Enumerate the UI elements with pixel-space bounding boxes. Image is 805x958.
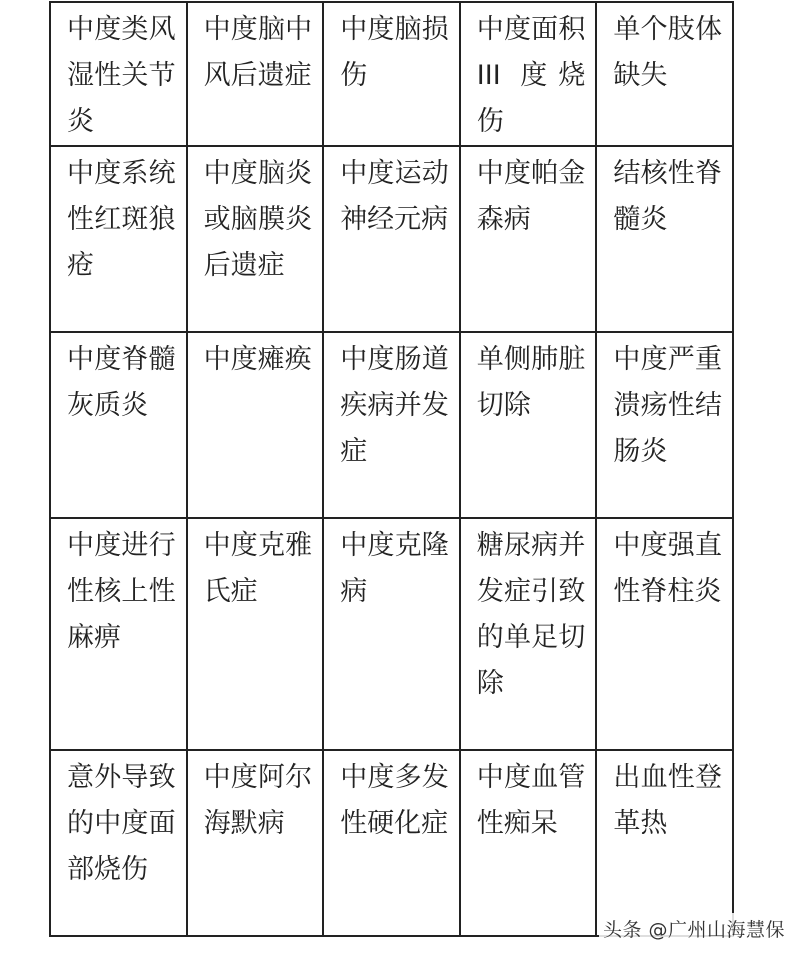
table-cell: 意外导致的中度面部烧伤 <box>50 750 187 936</box>
table-cell: 中度脑炎或脑膜炎后遗症 <box>187 146 324 332</box>
table-row <box>50 2 733 146</box>
table-cell: 中度帕金森病 <box>460 146 597 332</box>
table-cell: 中度面积 III 度烧伤 <box>460 2 597 146</box>
table-cell: 中度强直性脊柱炎 <box>596 518 733 750</box>
table-cell: 中度肠道疾病并发症 <box>323 332 460 518</box>
table-cell: 中度克雅氏症 <box>187 518 324 750</box>
table-cell: 单个肢体缺失 <box>596 2 733 146</box>
disease-table <box>49 1 734 937</box>
table-cell: 中度进行性核上性麻痹 <box>50 518 187 750</box>
table-cell: 中度阿尔海默病 <box>187 750 324 936</box>
table-row <box>50 332 733 518</box>
table-cell: 单侧肺脏切除 <box>460 332 597 518</box>
table-cell: 中度多发性硬化症 <box>323 750 460 936</box>
table-cell: 结核性脊髓炎 <box>596 146 733 332</box>
table-cell: 中度严重溃疡性结肠炎 <box>596 332 733 518</box>
table-cell: 出血性登革热 <box>596 750 733 936</box>
table-cell: 中度脊髓灰质炎 <box>50 332 187 518</box>
table-cell: 中度脑损伤 <box>323 2 460 146</box>
source-watermark: 头条 @广州山海慧保 <box>599 913 789 944</box>
table-cell: 中度克隆病 <box>323 518 460 750</box>
table-row <box>50 518 733 750</box>
table-cell: 中度瘫痪 <box>187 332 324 518</box>
table-cell: 中度脑中风后遗症 <box>187 2 324 146</box>
table-row <box>50 146 733 332</box>
table-row <box>50 750 733 936</box>
table-cell: 糖尿病并发症引致的单足切除 <box>460 518 597 750</box>
table-cell: 中度血管性痴呆 <box>460 750 597 936</box>
table-cell: 中度类风湿性关节炎 <box>50 2 187 146</box>
table-cell: 中度运动神经元病 <box>323 146 460 332</box>
table-cell: 中度系统性红斑狼疮 <box>50 146 187 332</box>
